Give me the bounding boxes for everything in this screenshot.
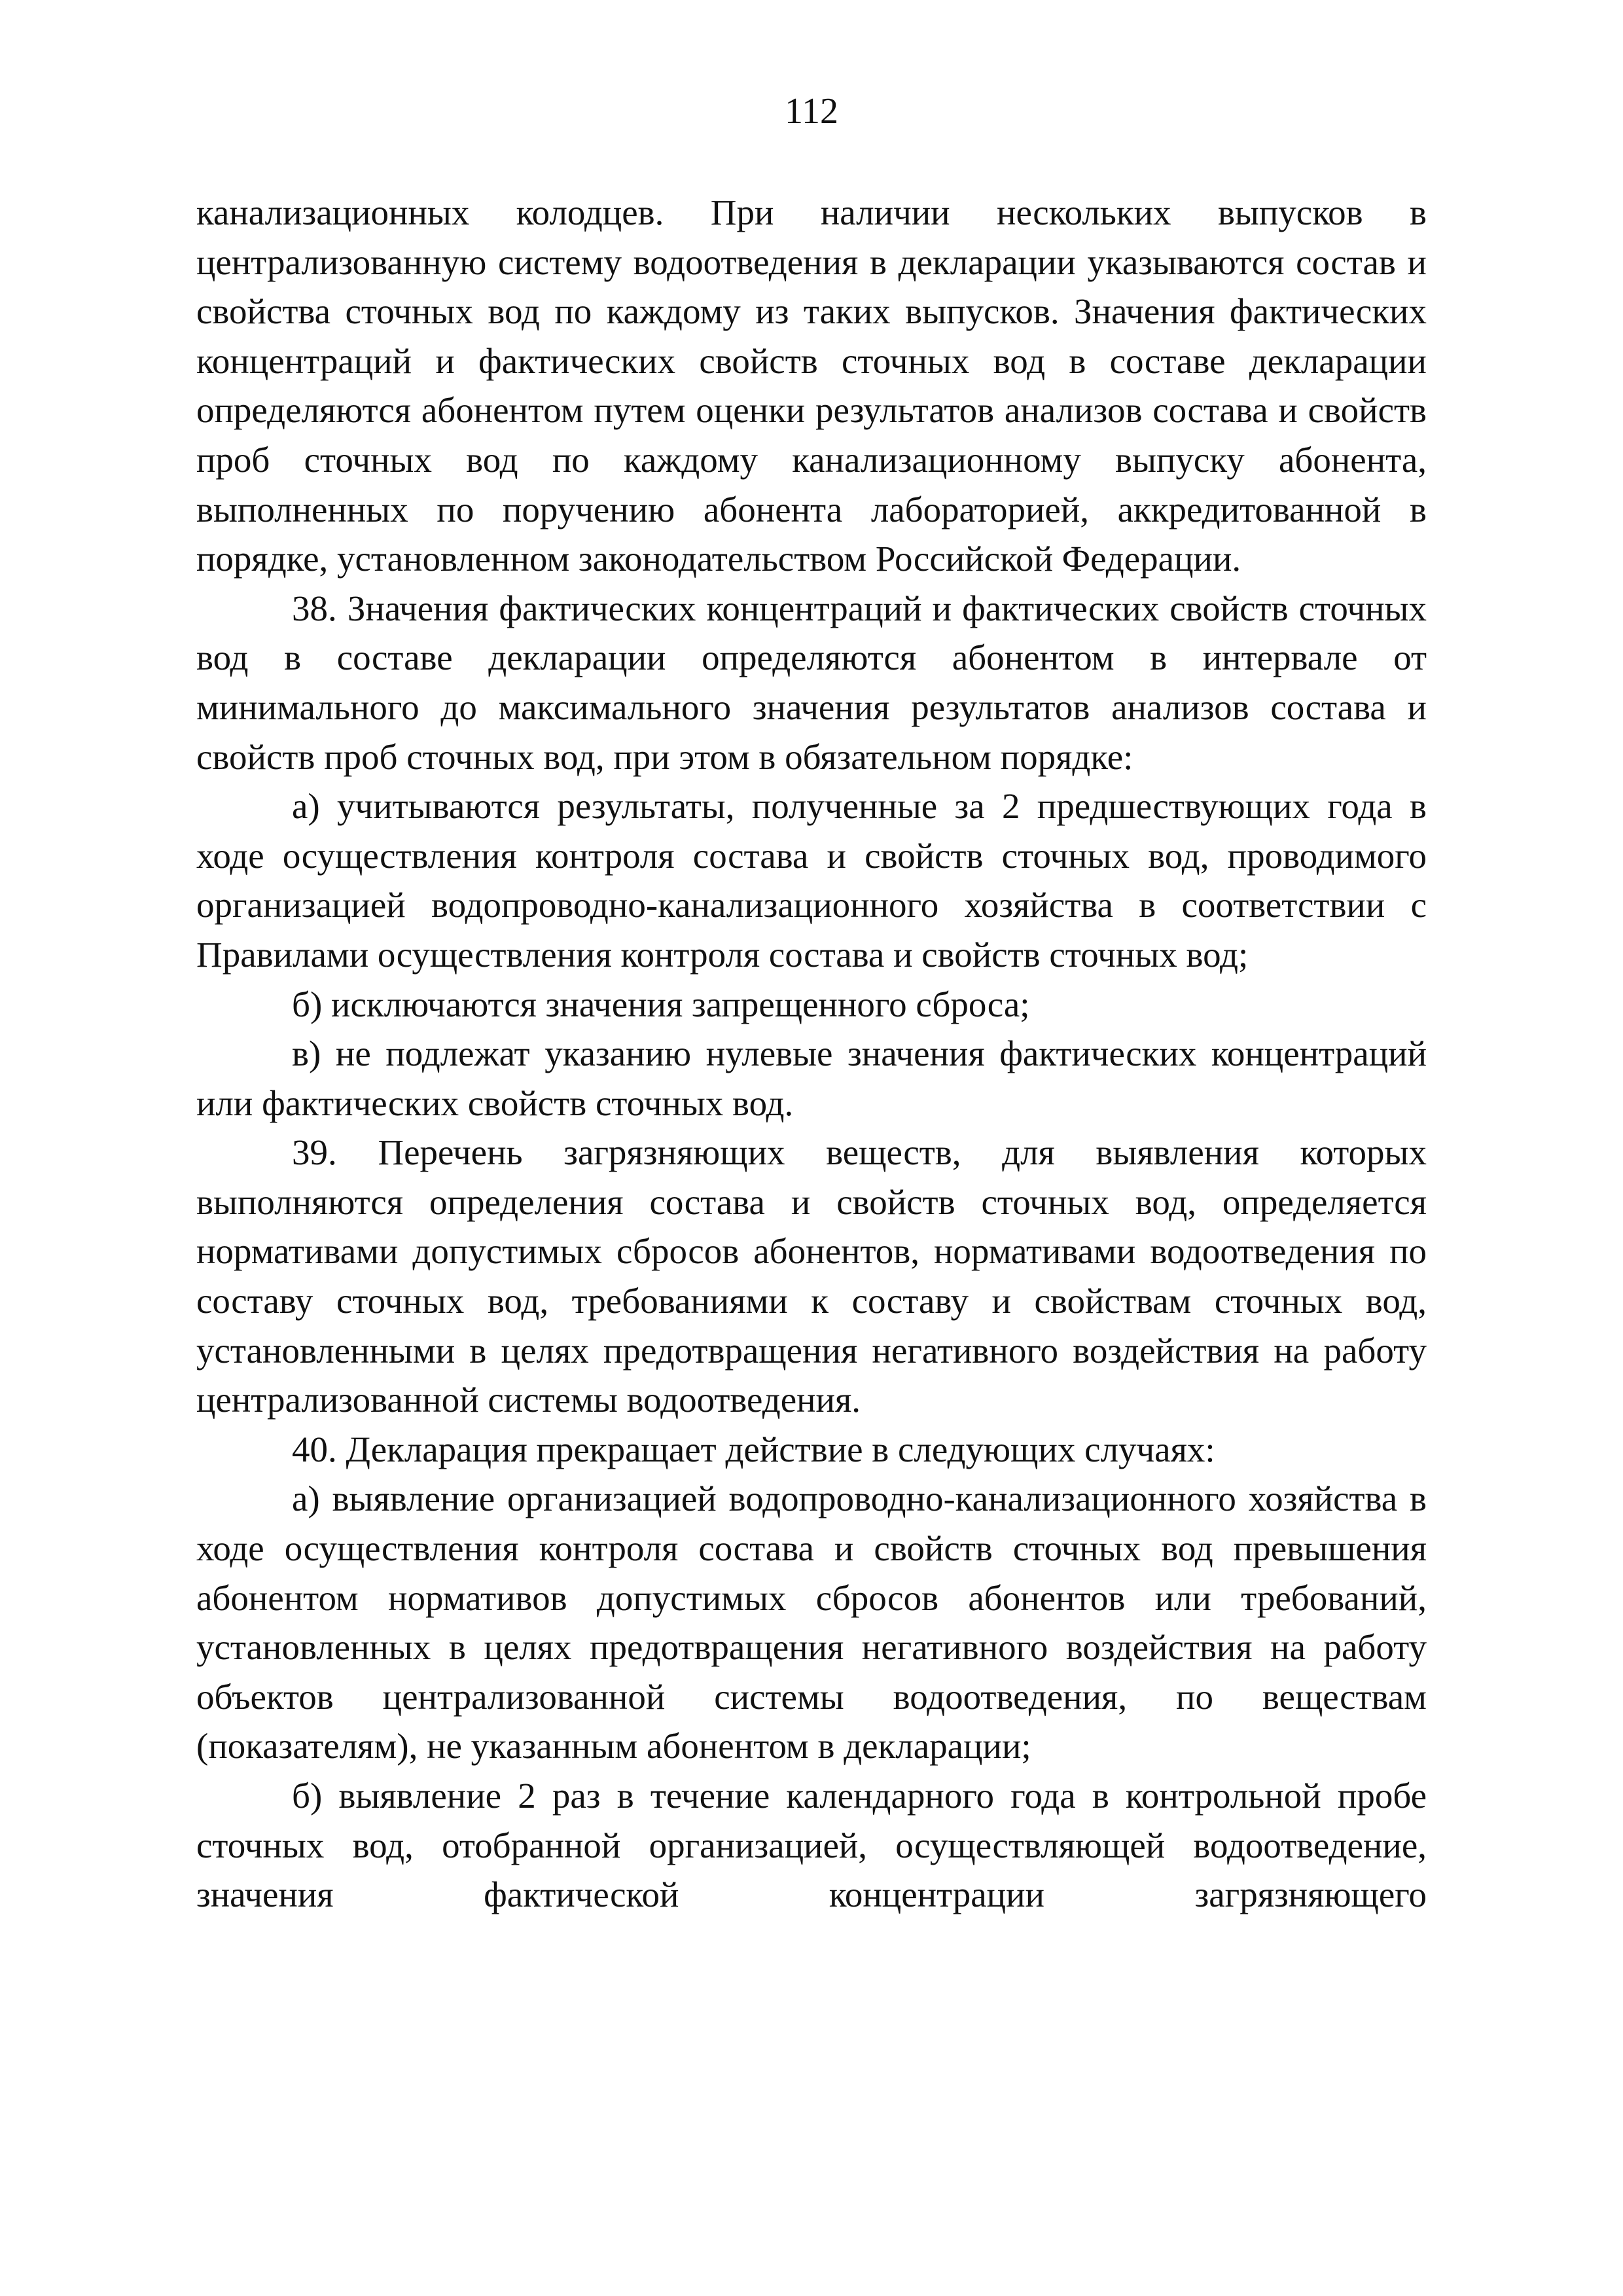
paragraph-continuation: канализационных колодцев. При наличии нескольких выпусков в централизованную систему водоотведения в декларации указываются состав и свойства сточных вод по каждому из таких выпусков. Значения фактических концентраций и фактических свойств сточных вод в составе декларации определяются абонентом путем оценки результатов анализов состава и свойств проб сточных вод по каждому канализационному выпуску абонента, выполненных по поручению абонента лабораторией, аккредитованной в порядке, установленном законодательством Российской Федерации. <box>196 192 1427 579</box>
paragraph-39: 39. Перечень загрязняющих веществ, для выявления которых выполняются определения состава и свойств сточных вод, определяется нормативами допустимых сбросов абонентов, нормативами водоотведения по составу сточных вод, требованиями к составу и свойствам сточных вод, установленными в целях предотвращения негативного воздействия на работу централизованной системы водоотведения. <box>196 1132 1427 1420</box>
paragraph-38-a: а) учитываются результаты, полученные за 2 предшествующих года в ходе осуществления контроля состава и свойств сточных вод, проводимого организацией водопроводно-канализационного хозяйства в соответствии с Правилами осуществления контроля состава и свойств сточных вод; <box>196 786 1427 975</box>
document-body <box>196 188 1427 1920</box>
page-number: 112 <box>785 91 838 132</box>
paragraph-38-b: б) исключаются значения запрещенного сброса; <box>292 984 1030 1024</box>
paragraph-40: 40. Декларация прекращает действие в следующих случаях: <box>292 1429 1215 1469</box>
paragraph-40-a: а) выявление организацией водопроводно-канализационного хозяйства в ходе осуществления контроля состава и свойств сточных вод превышения абонентом нормативов допустимых сбросов абонентов или требований, установленных в целях предотвращения негативного воздействия на работу объектов централизованной системы водоотведения, по веществам (показателям), не указанным абонентом в декларации; <box>196 1479 1427 1767</box>
paragraph-38: 38. Значения фактических концентраций и фактических свойств сточных вод в составе декларации определяются абонентом в интервале от минимального до максимального значения результатов анализов состава и свойств проб сточных вод, при этом в обязательном порядке: <box>196 588 1427 777</box>
paragraph-38-v: в) не подлежат указанию нулевые значения фактических концентраций или фактических свойств сточных вод. <box>196 1033 1427 1123</box>
paragraph-40-b: б) выявление 2 раз в течение календарного года в контрольной пробе сточных вод, отобранной организацией, осуществляющей водоотведение, значения фактической концентрации загрязняющего <box>196 1776 1427 1915</box>
